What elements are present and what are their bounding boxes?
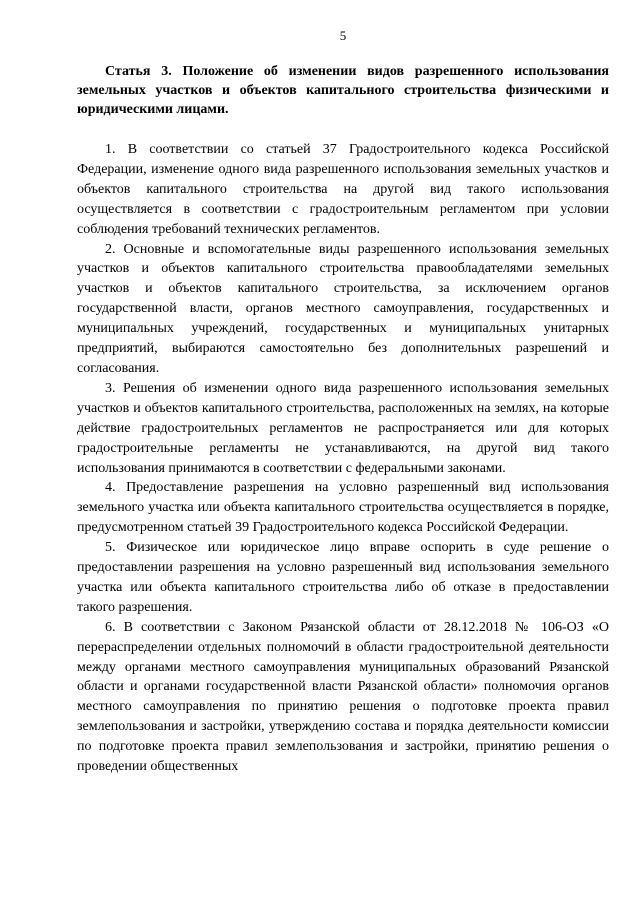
paragraph-1: 1. В соответствии со статьей 37 Градостроительного кодекса Российской Федерации, изменение одного вида разрешенного использования земельных участков и объектов капитального строительства на другой вид такого использования осуществляется в соответствии с градостроительным регламентом при условии соблюдения требований технических регламентов. <box>77 142 609 237</box>
paragraph-4: 4. Предоставление разрешения на условно разрешенный вид использования земельного участка или объекта капитального строительства осуществляется в порядке, предусмотренном статьей 39 Градостроительного кодекса Российской Федерации. <box>77 480 609 536</box>
paragraph-2: 2. Основные и вспомогательные виды разрешенного использования земельных участков и объектов капитального строительства правообладателями земельных участков и объектов капитального строительства, за исключением органов государственной власти, органов местного самоуправления, государственных и муниципальных учреждений, государственных и муниципальных унитарных предприятий, выбираются самостоятельно без дополнительных разрешений и согласования. <box>77 241 609 376</box>
paragraph-3: 3. Решения об изменении одного вида разрешенного использования земельных участков и объектов капитального строительства, расположенных на землях, на которые действие градостроительных регламентов не распространяется или для которых градостроительные регламенты не устанавливаются, на другой вид такого использования принимаются в соответствии с федеральными законами. <box>77 380 609 476</box>
page-number: 5 <box>339 28 347 43</box>
paragraph-6: 6. В соответствии с Законом Рязанской области от 28.12.2018 № 106-ОЗ «О перераспределении отдельных полномочий в области градостроительной деятельности между органами местного самоуправления муниципальных образований Рязанской области и органами государственной власти Рязанской области» полномочия органов местного самоуправления по принятию решения о подготовке проекта правил землепользования и застройки, утверждению состава и порядка деятельности комиссии по подготовке проекта правил землепользования и застройки, принятию решения о проведении общественных <box>77 619 609 775</box>
article-body <box>77 140 609 777</box>
article-heading: Статья 3. Положение об изменении видов разрешенного использования земельных участков и объектов капитального строительства физическими и юридическими лицами. <box>77 64 609 117</box>
paragraph-5: 5. Физическое или юридическое лицо вправе оспорить в суде решение о предоставлении разрешения на условно разрешенный вид использования земельного участка или объекта капитального строительства либо об отказе в предоставлении такого разрешения. <box>77 540 609 615</box>
